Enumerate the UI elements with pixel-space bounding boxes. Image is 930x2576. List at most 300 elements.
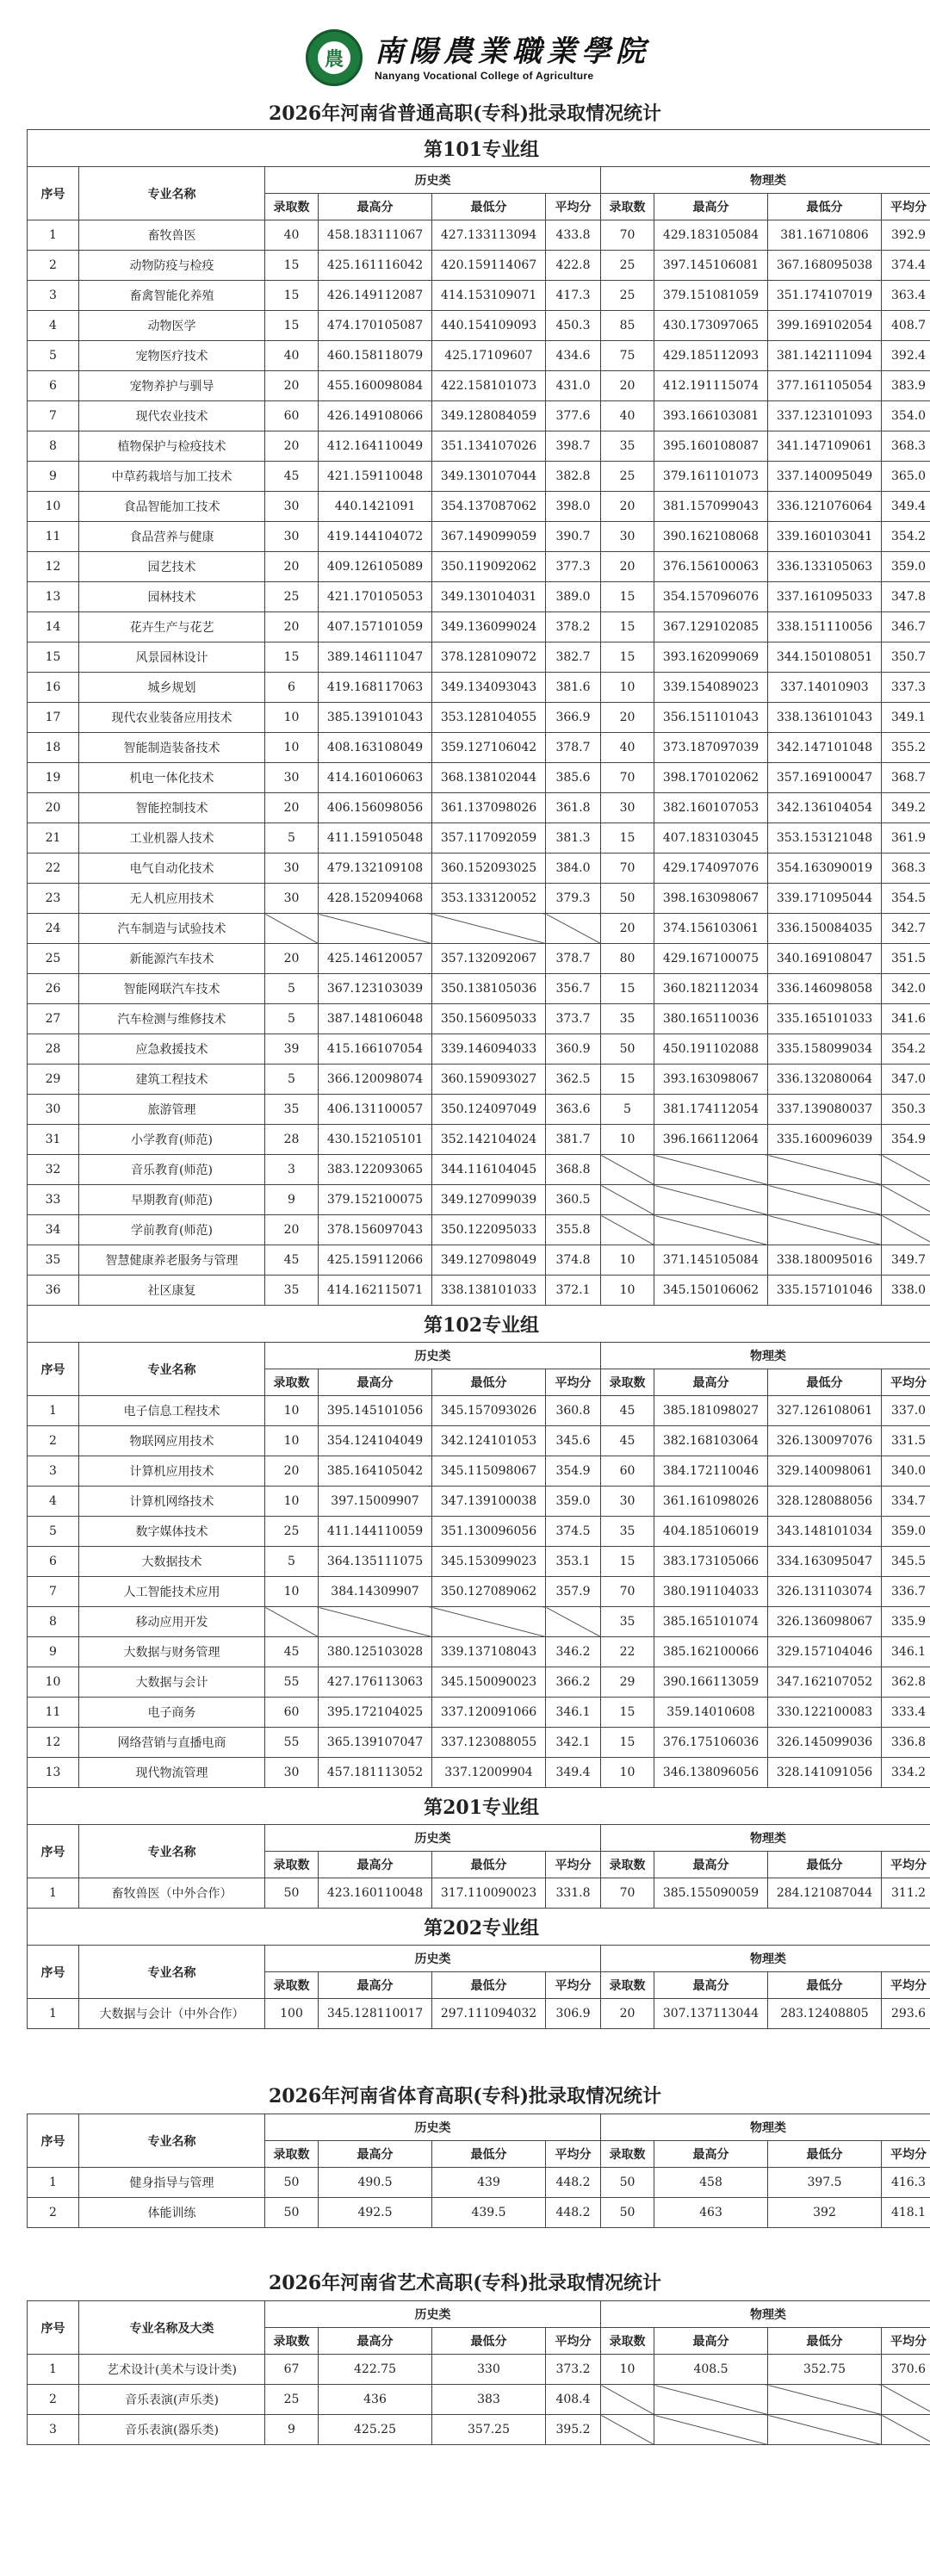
history-count: 9 (265, 1185, 319, 1215)
header-row (28, 2114, 930, 2141)
physics-avg: 337.0 (882, 1396, 930, 1426)
group-title: 第101专业组 (28, 130, 930, 167)
physics-max: 345.150106062 (654, 1276, 768, 1306)
history-max: 387.148106048 (319, 1004, 432, 1034)
history-avg: 417.3 (546, 281, 601, 311)
history-avg: 377.6 (546, 401, 601, 431)
major-name: 新能源汽车技术 (79, 944, 265, 974)
table-row (28, 1276, 930, 1306)
history-count: 15 (265, 311, 319, 341)
physics-min: 335.165101033 (768, 1004, 882, 1034)
table-row (28, 1999, 930, 2029)
history-min: 347.139100038 (432, 1487, 546, 1517)
group-title-row (28, 130, 930, 167)
physics-count: 30 (601, 522, 654, 552)
subheader-count: 录取数 (265, 1369, 319, 1396)
history-count: 10 (265, 1396, 319, 1426)
spacer (0, 2029, 930, 2079)
row-no: 25 (28, 944, 79, 974)
table-row (28, 1607, 930, 1637)
history-avg: 373.7 (546, 1004, 601, 1034)
subheader-max: 最高分 (654, 1852, 768, 1878)
physics-min: 392 (768, 2198, 882, 2228)
row-no: 23 (28, 884, 79, 914)
subheader-count: 录取数 (265, 2141, 319, 2168)
physics-max: 430.173097065 (654, 311, 768, 341)
physics-count: 50 (601, 1034, 654, 1065)
history-count: 20 (265, 371, 319, 401)
history-avg: 422.8 (546, 251, 601, 281)
physics-avg: 334.2 (882, 1758, 930, 1788)
physics-avg: 351.5 (882, 944, 930, 974)
major-name: 音乐教育(师范) (79, 1155, 265, 1185)
history-avg: 373.2 (546, 2355, 601, 2385)
history-avg: 353.1 (546, 1547, 601, 1577)
physics-count: 35 (601, 431, 654, 462)
history-avg: 381.3 (546, 823, 601, 853)
major-name: 艺术设计(美术与设计类) (79, 2355, 265, 2385)
history-avg: 345.6 (546, 1426, 601, 1456)
history-avg: 448.2 (546, 2198, 601, 2228)
history-avg: 374.8 (546, 1245, 601, 1276)
history-max: 379.152100075 (319, 1185, 432, 1215)
major-name: 植物保护与检疫技术 (79, 431, 265, 462)
physics-count: 35 (601, 1607, 654, 1637)
row-no: 2 (28, 2385, 79, 2415)
row-no: 22 (28, 853, 79, 884)
physics-min: 330.122100083 (768, 1698, 882, 1728)
physics-count: 15 (601, 642, 654, 673)
major-name: 电子信息工程技术 (79, 1396, 265, 1426)
header-history: 历史类 (265, 1343, 601, 1369)
major-name: 园艺技术 (79, 552, 265, 582)
physics-max: 398.170102062 (654, 763, 768, 793)
history-avg: 377.3 (546, 552, 601, 582)
history-min: 360.159093027 (432, 1065, 546, 1095)
physics-max: 374.156103061 (654, 914, 768, 944)
subheader-max: 最高分 (319, 2328, 432, 2355)
physics-min: 367.168095038 (768, 251, 882, 281)
history-max: 457.181113052 (319, 1758, 432, 1788)
subheader-avg: 平均分 (882, 2328, 930, 2355)
table-row (28, 944, 930, 974)
physics-max (654, 2415, 768, 2445)
row-no: 6 (28, 371, 79, 401)
major-name: 物联网应用技术 (79, 1426, 265, 1456)
subheader-max: 最高分 (319, 1972, 432, 1999)
header-history: 历史类 (265, 1946, 601, 1972)
row-no: 5 (28, 341, 79, 371)
history-count (265, 914, 319, 944)
physics-count (601, 2415, 654, 2445)
physics-avg: 362.8 (882, 1667, 930, 1698)
physics-count: 70 (601, 220, 654, 251)
row-no: 5 (28, 1517, 79, 1547)
history-max: 407.157101059 (319, 612, 432, 642)
major-name: 宠物养护与驯导 (79, 371, 265, 401)
row-no: 28 (28, 1034, 79, 1065)
physics-avg: 336.7 (882, 1577, 930, 1607)
history-min: 342.124101053 (432, 1426, 546, 1456)
physics-avg: 341.6 (882, 1004, 930, 1034)
physics-count: 25 (601, 281, 654, 311)
table-row (28, 1728, 930, 1758)
row-no: 24 (28, 914, 79, 944)
history-count: 5 (265, 1004, 319, 1034)
header-major-name: 专业名称 (79, 1825, 265, 1878)
row-no: 1 (28, 1999, 79, 2029)
major-name: 健身指导与管理 (79, 2168, 265, 2198)
physics-avg: 336.8 (882, 1728, 930, 1758)
history-max: 411.159105048 (319, 823, 432, 853)
history-min: 349.130107044 (432, 462, 546, 492)
physics-min: 284.121087044 (768, 1878, 882, 1909)
history-min: 439 (432, 2168, 546, 2198)
table-row (28, 1065, 930, 1095)
history-avg: 360.8 (546, 1396, 601, 1426)
row-no: 12 (28, 552, 79, 582)
section-sports (0, 2079, 930, 2228)
history-min: 420.159114067 (432, 251, 546, 281)
physics-max: 393.162099069 (654, 642, 768, 673)
physics-count: 20 (601, 371, 654, 401)
physics-min: 347.162107052 (768, 1667, 882, 1698)
row-no: 11 (28, 1698, 79, 1728)
history-avg: 379.3 (546, 884, 601, 914)
major-name: 食品营养与健康 (79, 522, 265, 552)
physics-count: 20 (601, 492, 654, 522)
subheader-min: 最低分 (432, 2141, 546, 2168)
history-max: 406.156098056 (319, 793, 432, 823)
physics-min: 337.14010903 (768, 673, 882, 703)
admission-table (27, 2114, 930, 2228)
history-count: 30 (265, 853, 319, 884)
physics-min: 328.141091056 (768, 1758, 882, 1788)
header-row (28, 1825, 930, 1852)
history-max: 406.131100057 (319, 1095, 432, 1125)
history-min: 339.137108043 (432, 1637, 546, 1667)
table-row (28, 2168, 930, 2198)
physics-max: 385.181098027 (654, 1396, 768, 1426)
admission-table-group (27, 1305, 930, 1788)
group-title-row (28, 1788, 930, 1825)
history-count: 20 (265, 1456, 319, 1487)
physics-count: 29 (601, 1667, 654, 1698)
physics-min: 337.161095033 (768, 582, 882, 612)
history-min: 349.127098049 (432, 1245, 546, 1276)
history-count: 20 (265, 793, 319, 823)
physics-avg: 365.0 (882, 462, 930, 492)
subheader-avg: 平均分 (546, 2328, 601, 2355)
subheader-avg: 平均分 (546, 1369, 601, 1396)
table-row (28, 974, 930, 1004)
major-name: 大数据与会计 (79, 1667, 265, 1698)
physics-min: 342.147101048 (768, 733, 882, 763)
physics-min: 399.169102054 (768, 311, 882, 341)
row-no: 10 (28, 492, 79, 522)
history-max: 440.1421091 (319, 492, 432, 522)
header-history: 历史类 (265, 1825, 601, 1852)
history-min: 350.156095033 (432, 1004, 546, 1034)
history-min: 337.12009904 (432, 1758, 546, 1788)
physics-avg: 347.0 (882, 1065, 930, 1095)
history-count: 35 (265, 1276, 319, 1306)
physics-avg: 359.0 (882, 1517, 930, 1547)
physics-count: 15 (601, 1547, 654, 1577)
physics-count: 25 (601, 251, 654, 281)
major-name: 机电一体化技术 (79, 763, 265, 793)
physics-min: 326.131103074 (768, 1577, 882, 1607)
history-avg: 360.5 (546, 1185, 601, 1215)
major-name: 动物医学 (79, 311, 265, 341)
history-max: 425.25 (319, 2415, 432, 2445)
history-count: 55 (265, 1728, 319, 1758)
row-no: 13 (28, 1758, 79, 1788)
admission-table-group (27, 1908, 930, 2029)
table-row (28, 492, 930, 522)
history-max: 458.183111067 (319, 220, 432, 251)
table-row (28, 673, 930, 703)
table-row (28, 1245, 930, 1276)
history-count: 55 (265, 1667, 319, 1698)
physics-min (768, 1185, 882, 1215)
history-max: 383.122093065 (319, 1155, 432, 1185)
physics-min: 329.157104046 (768, 1637, 882, 1667)
physics-count: 75 (601, 341, 654, 371)
major-name: 移动应用开发 (79, 1607, 265, 1637)
physics-count: 70 (601, 1577, 654, 1607)
physics-min: 338.136101043 (768, 703, 882, 733)
history-count: 35 (265, 1095, 319, 1125)
history-min (432, 914, 546, 944)
header-major-name: 专业名称 (79, 1343, 265, 1396)
history-max (319, 914, 432, 944)
history-min: 350.119092062 (432, 552, 546, 582)
physics-max: 371.145105084 (654, 1245, 768, 1276)
history-min: 440.154109093 (432, 311, 546, 341)
history-min: 367.149099059 (432, 522, 546, 552)
physics-avg: 368.3 (882, 853, 930, 884)
header-major-name: 专业名称 (79, 2114, 265, 2168)
history-max: 409.126105089 (319, 552, 432, 582)
physics-max: 361.161098026 (654, 1487, 768, 1517)
physics-min: 338.180095016 (768, 1245, 882, 1276)
major-name: 食品智能加工技术 (79, 492, 265, 522)
history-min: 344.116104045 (432, 1155, 546, 1185)
physics-min: 326.136098067 (768, 1607, 882, 1637)
subheader-avg: 平均分 (546, 1852, 601, 1878)
physics-max: 379.161101073 (654, 462, 768, 492)
table-row (28, 1125, 930, 1155)
major-name: 畜牧兽医（中外合作） (79, 1878, 265, 1909)
physics-avg: 349.1 (882, 703, 930, 733)
history-avg: 366.2 (546, 1667, 601, 1698)
physics-min: 339.160103041 (768, 522, 882, 552)
subheader-avg: 平均分 (546, 2141, 601, 2168)
subheader-min: 最低分 (432, 2328, 546, 2355)
table-row (28, 612, 930, 642)
physics-max: 458 (654, 2168, 768, 2198)
major-name: 畜牧兽医 (79, 220, 265, 251)
major-name: 中草药栽培与加工技术 (79, 462, 265, 492)
physics-count: 85 (601, 311, 654, 341)
history-count: 30 (265, 492, 319, 522)
history-max: 395.145101056 (319, 1396, 432, 1426)
table-row (28, 853, 930, 884)
history-avg: 378.7 (546, 733, 601, 763)
table-row (28, 462, 930, 492)
physics-min: 397.5 (768, 2168, 882, 2198)
table-row (28, 1547, 930, 1577)
spacer (0, 2228, 930, 2266)
history-count: 5 (265, 1065, 319, 1095)
history-min: 357.117092059 (432, 823, 546, 853)
physics-max: 404.185106019 (654, 1517, 768, 1547)
history-avg: 448.2 (546, 2168, 601, 2198)
physics-count: 15 (601, 1065, 654, 1095)
header-physics: 物理类 (601, 167, 930, 194)
history-count: 45 (265, 1637, 319, 1667)
major-name: 音乐表演(声乐类) (79, 2385, 265, 2415)
row-no: 36 (28, 1276, 79, 1306)
physics-avg: 333.4 (882, 1698, 930, 1728)
subheader-avg: 平均分 (882, 1852, 930, 1878)
major-name: 无人机应用技术 (79, 884, 265, 914)
history-max: 428.152094068 (319, 884, 432, 914)
major-name: 大数据与会计（中外合作） (79, 1999, 265, 2029)
history-count: 20 (265, 944, 319, 974)
table-row (28, 251, 930, 281)
history-max: 479.132109108 (319, 853, 432, 884)
history-max: 408.163108049 (319, 733, 432, 763)
physics-avg: 383.9 (882, 371, 930, 401)
physics-min: 338.151110056 (768, 612, 882, 642)
section-title: 2026年河南省体育高职(专科)批录取情况统计 (268, 2085, 662, 2107)
header-physics: 物理类 (601, 1343, 930, 1369)
history-avg (546, 1607, 601, 1637)
physics-max: 395.160108087 (654, 431, 768, 462)
header-physics: 物理类 (601, 1825, 930, 1852)
history-count (265, 1607, 319, 1637)
subheader-max: 最高分 (654, 1369, 768, 1396)
table-row (28, 2198, 930, 2228)
history-max: 385.164105042 (319, 1456, 432, 1487)
physics-avg: 335.9 (882, 1607, 930, 1637)
physics-count: 50 (601, 2198, 654, 2228)
table-row (28, 1456, 930, 1487)
history-avg: 342.1 (546, 1728, 601, 1758)
physics-avg: 331.5 (882, 1426, 930, 1456)
history-min: 439.5 (432, 2198, 546, 2228)
history-min: 337.120091066 (432, 1698, 546, 1728)
physics-min: 327.126108061 (768, 1396, 882, 1426)
table-row (28, 1215, 930, 1245)
major-name: 建筑工程技术 (79, 1065, 265, 1095)
table-row (28, 341, 930, 371)
history-avg: 374.5 (546, 1517, 601, 1547)
row-no: 9 (28, 1637, 79, 1667)
physics-max: 390.162108068 (654, 522, 768, 552)
history-count: 10 (265, 1577, 319, 1607)
header-physics: 物理类 (601, 1946, 930, 1972)
subheader-min: 最低分 (768, 1852, 882, 1878)
history-avg: 349.4 (546, 1758, 601, 1788)
header-history: 历史类 (265, 2114, 601, 2141)
physics-count: 35 (601, 1004, 654, 1034)
physics-min: 328.128088056 (768, 1487, 882, 1517)
history-avg: 382.8 (546, 462, 601, 492)
history-avg: 360.9 (546, 1034, 601, 1065)
history-avg: 368.8 (546, 1155, 601, 1185)
physics-count: 10 (601, 2355, 654, 2385)
history-count: 25 (265, 1517, 319, 1547)
history-max: 426.149108066 (319, 401, 432, 431)
row-no: 7 (28, 401, 79, 431)
history-avg: 378.2 (546, 612, 601, 642)
header-row (28, 167, 930, 194)
major-name: 网络营销与直播电商 (79, 1728, 265, 1758)
row-no: 19 (28, 763, 79, 793)
major-name: 城乡规划 (79, 673, 265, 703)
subheader-count: 录取数 (265, 1852, 319, 1878)
physics-min: 339.171095044 (768, 884, 882, 914)
physics-min: 352.75 (768, 2355, 882, 2385)
physics-count: 22 (601, 1637, 654, 1667)
table-row (28, 1155, 930, 1185)
physics-avg: 408.7 (882, 311, 930, 341)
physics-avg: 334.7 (882, 1487, 930, 1517)
history-max: 419.144104072 (319, 522, 432, 552)
history-count: 30 (265, 884, 319, 914)
admission-table-group (27, 1787, 930, 1909)
history-min: 350.124097049 (432, 1095, 546, 1125)
header-major-name: 专业名称及大类 (79, 2301, 265, 2355)
history-max: 395.172104025 (319, 1698, 432, 1728)
physics-max: 393.166103081 (654, 401, 768, 431)
physics-max: 373.187097039 (654, 733, 768, 763)
history-min: 427.133113094 (432, 220, 546, 251)
physics-count (601, 1215, 654, 1245)
physics-max: 354.157096076 (654, 582, 768, 612)
physics-max: 385.155090059 (654, 1878, 768, 1909)
history-avg: 395.2 (546, 2415, 601, 2445)
physics-count: 45 (601, 1396, 654, 1426)
history-max: 414.162115071 (319, 1276, 432, 1306)
history-count: 45 (265, 462, 319, 492)
physics-max: 360.182112034 (654, 974, 768, 1004)
physics-max: 383.173105066 (654, 1547, 768, 1577)
history-min: 353.133120052 (432, 884, 546, 914)
history-count: 28 (265, 1125, 319, 1155)
physics-avg (882, 2415, 930, 2445)
row-no: 30 (28, 1095, 79, 1125)
major-name: 智慧健康养老服务与管理 (79, 1245, 265, 1276)
physics-count: 60 (601, 1456, 654, 1487)
row-no: 14 (28, 612, 79, 642)
table-row (28, 1667, 930, 1698)
row-no: 35 (28, 1245, 79, 1276)
major-name: 园林技术 (79, 582, 265, 612)
table-row (28, 1487, 930, 1517)
history-max: 423.160110048 (319, 1878, 432, 1909)
physics-count: 40 (601, 401, 654, 431)
physics-min: 344.150108051 (768, 642, 882, 673)
history-count: 15 (265, 642, 319, 673)
history-max: 421.159110048 (319, 462, 432, 492)
physics-min: 354.163090019 (768, 853, 882, 884)
history-count: 30 (265, 522, 319, 552)
row-no: 2 (28, 251, 79, 281)
